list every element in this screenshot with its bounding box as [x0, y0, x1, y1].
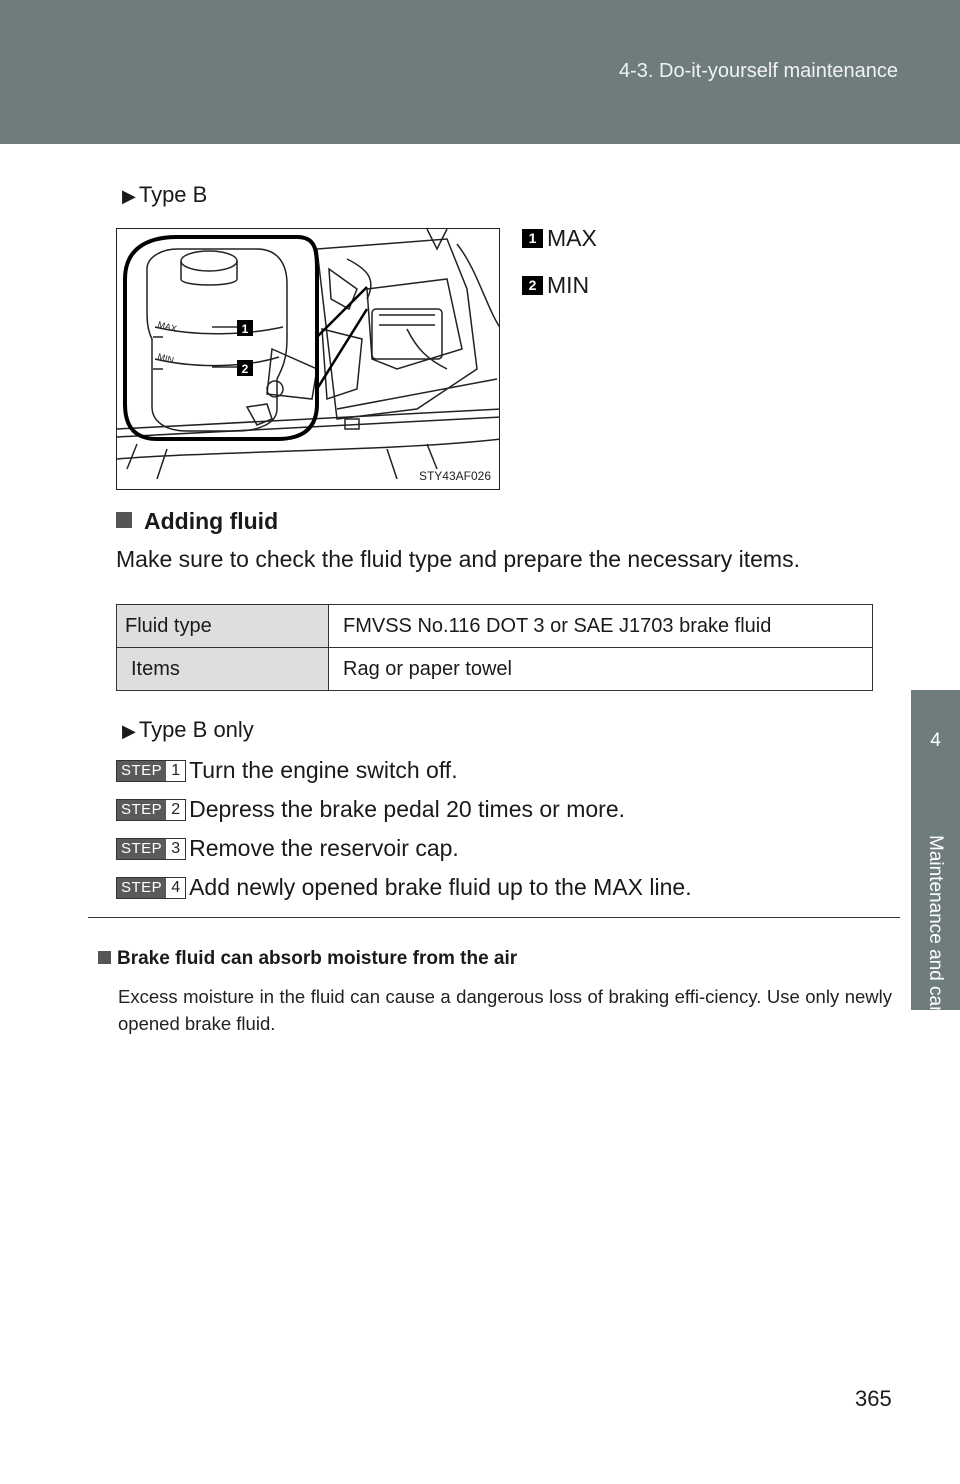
figure-code: STY43AF026 [418, 469, 491, 483]
page-number: 365 [855, 1386, 892, 1411]
step-text: Add newly opened brake fluid up to the MAX line. [189, 874, 692, 900]
step-text: Turn the engine switch off. [189, 757, 458, 783]
callout-1: 1 [241, 322, 249, 336]
callout-2: 2 [241, 362, 249, 376]
step-1 [116, 757, 458, 784]
reservoir-illustration [116, 228, 500, 490]
step-4 [116, 874, 692, 901]
step-text: Depress the brake pedal 20 times or more. [189, 796, 626, 822]
section-title: 4-3. Do-it-yourself maintenance [618, 60, 898, 82]
divider [88, 917, 900, 918]
table-row [117, 605, 873, 648]
type-b-only-label: ▶ Type B only [122, 717, 254, 742]
section-heading: Adding fluid [116, 508, 278, 535]
step-badge: STEP 2 [116, 799, 186, 821]
chapter-title: Maintenance and care [925, 835, 946, 1024]
chapter-number: 4 [930, 730, 941, 751]
square-bullet-icon [98, 951, 111, 964]
step-2 [116, 796, 625, 823]
max-mark: MAX [156, 319, 178, 334]
triangle-bullet-icon: ▶ [122, 186, 136, 206]
step-text: Remove the reservoir cap. [189, 835, 459, 861]
step-badge: STEP 4 [116, 877, 186, 899]
intro-text: Make sure to check the fluid type and prepare the necessary items. [116, 546, 800, 572]
note-body: Excess moisture in the fluid can cause a dangerous loss of braking effi-ciency. Use only newly opened brake fluid. [118, 986, 892, 1034]
table-value-cell: Rag or paper towel [329, 648, 873, 691]
legend-item-max: 1 MAX [522, 225, 597, 252]
table-row [117, 648, 873, 691]
fluid-spec-table [116, 604, 873, 691]
engine-bay-drawing [117, 229, 500, 490]
number-badge: 2 [522, 276, 543, 295]
min-mark: MIN [156, 351, 176, 366]
page-header [0, 0, 960, 144]
step-3 [116, 835, 459, 862]
type-b-label: ▶ Type B [122, 182, 208, 207]
table-header-cell: Items [117, 648, 329, 691]
triangle-bullet-icon: ▶ [122, 721, 136, 741]
step-badge: STEP 3 [116, 838, 186, 860]
legend-item-min: 2 MIN [522, 272, 589, 299]
note-heading: Brake fluid can absorb moisture from the air [98, 948, 517, 970]
number-badge: 1 [522, 229, 543, 248]
table-header-cell: Fluid type [117, 605, 329, 648]
square-bullet-icon [116, 512, 132, 528]
step-badge: STEP 1 [116, 760, 186, 782]
chapter-side-tab [911, 690, 960, 1024]
table-value-cell: FMVSS No.116 DOT 3 or SAE J1703 brake fluid [329, 605, 873, 648]
